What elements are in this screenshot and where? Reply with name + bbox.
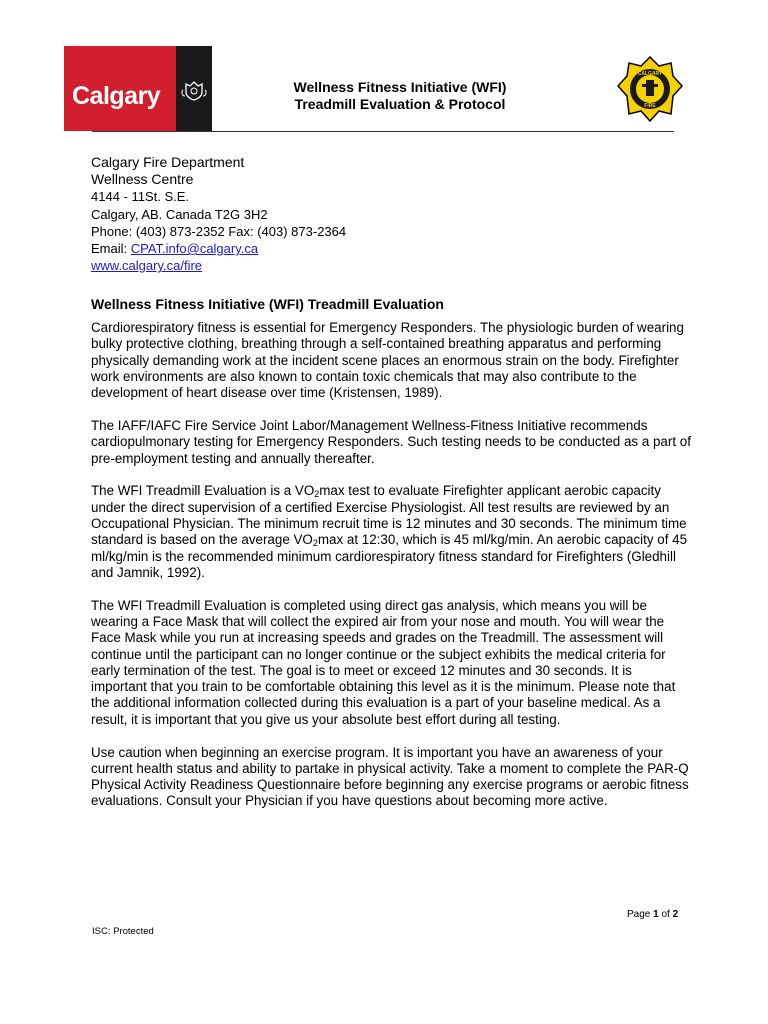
paragraph-2: The IAFF/IAFC Fire Service Joint Labor/Management Wellness-Fitness Initiative recommends cardiopulmonary testing for Emergency Responders. Such testing needs to be conducted as a part of pre-employment testing and annually thereafter.: [91, 417, 691, 466]
email-link[interactable]: CPAT.info@calgary.ca: [130, 241, 259, 257]
street-address: 4144 - 11St. S.E.: [91, 189, 190, 205]
address-block: [91, 154, 346, 274]
calgary-logo: [64, 46, 212, 131]
website-link[interactable]: www.calgary.ca/fire: [91, 258, 203, 274]
email-label: Email:: [91, 241, 128, 257]
badge-top-text: CALGARY: [637, 71, 663, 77]
paragraph-5: Use caution when beginning an exercise program. It is important you have an awareness of your current health status and ability to partake in physical activity. Take a moment to complete the PAR-Q Physical Activity Readiness Questionnaire before beginning any exercise programs or aerobic fitness evaluations. Consult your Physician if you have questions about becoming more active.: [91, 744, 689, 809]
title-line-2: Treadmill Evaluation & Protocol: [294, 96, 506, 112]
page-of: of: [661, 909, 670, 920]
header-divider: [92, 131, 674, 132]
calgary-logo-red-panel: [64, 46, 176, 131]
city-address: Calgary, AB. Canada T2G 3H2: [91, 206, 268, 222]
phone-fax: Phone: (403) 873-2352 Fax: (403) 873-2364: [91, 223, 347, 239]
subscript-2: 2: [312, 538, 318, 549]
crest-icon: [180, 80, 208, 102]
page-total: 2: [672, 909, 679, 920]
org-name: Calgary Fire Department: [91, 154, 245, 170]
email-line: [91, 240, 346, 257]
paragraph-3-part-c: max at 12:30, which is 45 ml/kg/min. An aerobic capacity of 45 ml/kg/min is the recommended minimum cardiorespiratory fitness standard for Firefighters (Gledhill and Jamnik, 1992).: [91, 532, 688, 580]
security-classification: ISC: Protected: [92, 926, 154, 937]
page-number: [627, 909, 678, 920]
paragraph-3: [91, 483, 691, 581]
paragraph-3-part-b: max test to evaluate Firefighter applicant aerobic capacity under the direct supervision of a certified Exercise Physiologist. All test results are reviewed by an Occupational Physician. The minimum recruit time is 12 minutes and 30 seconds. The minimum time standard is based on the average VO: [91, 483, 687, 548]
paragraph-1: Cardiorespiratory fitness is essential for Emergency Responders. The physiologic burden of wearing bulky protective clothing, breathing through a self-contained breathing apparatus and performing physically demanding work at the incident scene places an enormous strain on the body. Firefighter work environments are also known to contain toxic chemicals that may also contribute to the development of heart disease over time (Kristensen, 1989).: [91, 320, 684, 401]
document-title: [240, 79, 560, 113]
paragraph-3-part-a: The WFI Treadmill Evaluation is a VO: [91, 483, 315, 499]
calgary-logo-black-panel: [176, 46, 212, 131]
section-heading: Wellness Fitness Initiative (WFI) Treadmill Evaluation: [91, 296, 444, 312]
body-text: [91, 320, 691, 826]
calgary-fire-badge-icon: [617, 56, 683, 122]
website-line: [91, 257, 346, 274]
title-line-1: Wellness Fitness Initiative (WFI): [293, 79, 507, 95]
page-current: 1: [653, 909, 659, 920]
centre-name: Wellness Centre: [91, 171, 194, 188]
badge-bottom-text: FIRE: [644, 103, 656, 109]
paragraph-4: The WFI Treadmill Evaluation is completed using direct gas analysis, which means you will be wearing a Face Mask that will collect the expired air from your nose and mouth. You will wear the Face Mask while you run at increasing speeds and grades on the Treadmill. The assessment will continue until the participant can no longer continue or the subject exhibits the medical criteria for early termination of the test. The goal is to meet or exceed 12 minutes and 30 seconds. It is important that you train to be comfortable obtaining this level as it is the minimum. Please note that the additional information collected during this evaluation is a part of your baseline medical. As a result, it is important that you give us your absolute best effort during all testing.: [91, 597, 676, 727]
page-label: Page: [627, 909, 651, 920]
subscript-2: 2: [314, 489, 320, 500]
calgary-wordmark: Calgary: [72, 82, 161, 110]
